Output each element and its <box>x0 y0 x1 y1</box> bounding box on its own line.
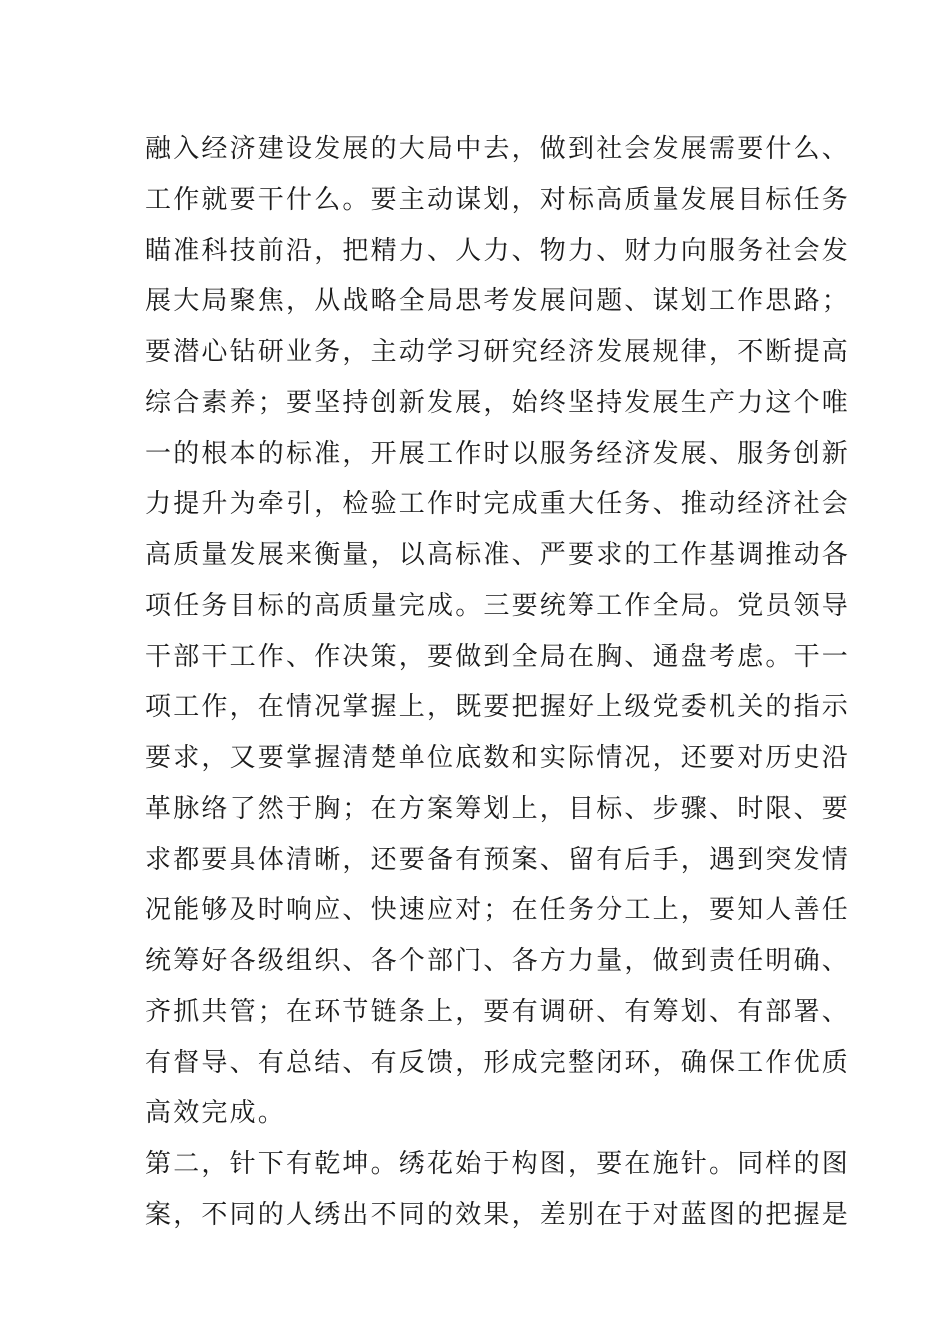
text-line: 项工作，在情况掌握上，既要把握好上级党委机关的指示 <box>145 692 851 723</box>
text-line: 干部干工作、作决策，要做到全局在胸、通盘考虑。干一 <box>145 641 851 672</box>
text-line: 融入经济建设发展的大局中去，做到社会发展需要什么、 <box>145 134 851 164</box>
text-line: 齐抓共管；在环节链条上，要有调研、有筹划、有部署、 <box>145 996 851 1027</box>
text-line: 瞄准科技前沿，把精力、人力、物力、财力向服务社会发 <box>145 235 851 266</box>
text-line: 要求，又要掌握清楚单位底数和实际情况，还要对历史沿 <box>145 743 851 773</box>
text-line: 展大局聚焦，从战略全局思考发展问题、谋划工作思路； <box>145 286 851 317</box>
text-line: 况能够及时响应、快速应对；在任务分工上，要知人善任 <box>145 895 851 926</box>
text-line: 高质量发展来衡量，以高标准、严要求的工作基调推动各 <box>145 540 851 570</box>
text-line: 有督导、有总结、有反馈，形成完整闭环，确保工作优质 <box>145 1047 851 1078</box>
text-line: 高效完成。 <box>145 1098 287 1129</box>
text-line: 统筹好各级组织、各个部门、各方力量，做到责任明确、 <box>145 946 851 976</box>
text-line: 案，不同的人绣出不同的效果，差别在于对蓝图的把握是 <box>145 1199 851 1230</box>
text-line: 综合素养；要坚持创新发展，始终坚持发展生产力这个唯 <box>145 387 851 418</box>
text-line: 项任务目标的高质量完成。三要统筹工作全局。党员领导 <box>145 590 851 621</box>
text-line: 要潜心钻研业务，主动学习研究经济发展规律，不断提高 <box>145 337 851 367</box>
text-line: 力提升为牵引，检验工作时完成重大任务、推动经济社会 <box>145 489 851 520</box>
body-text <box>145 124 851 1241</box>
text-line: 工作就要干什么。要主动谋划，对标高质量发展目标任务 <box>145 184 851 215</box>
text-line: 革脉络了然于胸；在方案筹划上，目标、步骤、时限、要 <box>145 793 851 824</box>
text-line: 一的根本的标准，开展工作时以服务经济发展、服务创新 <box>145 438 851 469</box>
text-line: 求都要具体清晰，还要备有预案、留有后手，遇到突发情 <box>145 844 851 875</box>
text-line: 第二，针下有乾坤。绣花始于构图，要在施针。同样的图 <box>145 1149 851 1179</box>
